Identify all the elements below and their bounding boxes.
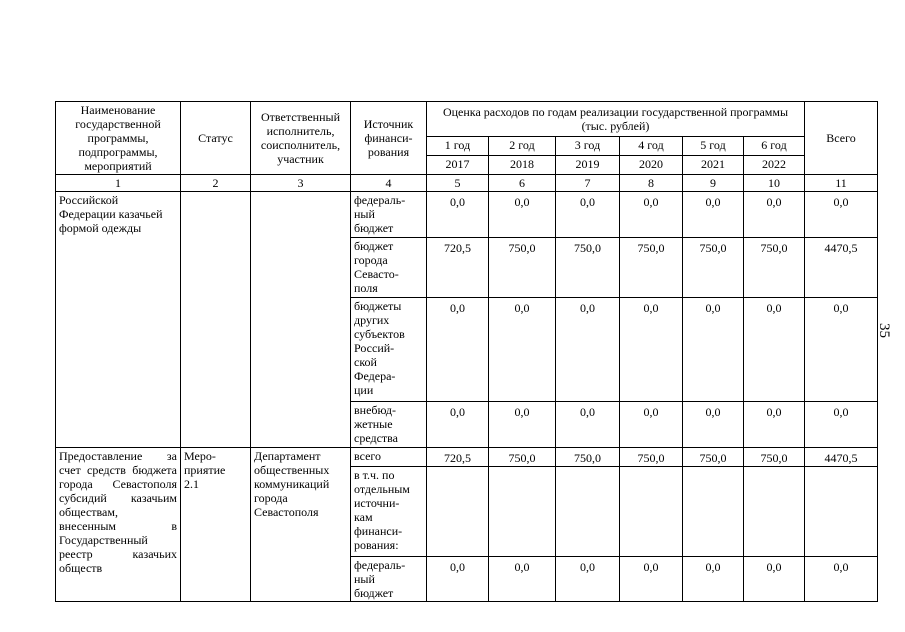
funding-source: внебюд- жетные средства [351, 402, 427, 448]
year-label: 3 год [556, 137, 620, 156]
column-number: 10 [744, 175, 805, 192]
value-cell: 750,0 [683, 238, 744, 298]
year-value: 2019 [556, 156, 620, 175]
header-executor: Ответственный исполнитель, соисполнитель, участник [251, 102, 351, 175]
value-cell: 0,0 [683, 298, 744, 402]
value-cell: 0,0 [683, 192, 744, 238]
year-label: 1 год [427, 137, 489, 156]
value-cell [683, 467, 744, 557]
value-cell: 750,0 [556, 448, 620, 467]
value-cell [489, 467, 556, 557]
header-row-1 [56, 102, 878, 137]
value-cell: 0,0 [489, 192, 556, 238]
value-cell: 0,0 [620, 192, 683, 238]
value-cell [556, 467, 620, 557]
funding-source: в т.ч. по отдельным источни- кам финанси- рования: [351, 467, 427, 557]
header-name: Наименование государственной программы, подпрограммы, мероприятий [56, 102, 181, 175]
year-label: 5 год [683, 137, 744, 156]
total-cell: 4470,5 [805, 238, 878, 298]
table-row [56, 448, 878, 467]
funding-source: бюджет города Севасто- поля [351, 238, 427, 298]
column-number: 4 [351, 175, 427, 192]
value-cell [620, 467, 683, 557]
value-cell: 0,0 [744, 192, 805, 238]
year-value: 2021 [683, 156, 744, 175]
value-cell: 0,0 [556, 192, 620, 238]
value-cell: 750,0 [683, 448, 744, 467]
year-value: 2017 [427, 156, 489, 175]
activity-name: Предоставление за счет средств бюджета города Севастополя субсидий казачьим обществам, внесенным в Государственный реестр казачьих обществ [56, 448, 181, 602]
year-value: 2020 [620, 156, 683, 175]
value-cell: 0,0 [556, 402, 620, 448]
value-cell: 750,0 [620, 238, 683, 298]
value-cell: 0,0 [683, 402, 744, 448]
column-number: 5 [427, 175, 489, 192]
funding-source: бюджеты других субъектов Россий- ской Федера- ции [351, 298, 427, 402]
year-value: 2018 [489, 156, 556, 175]
column-number: 9 [683, 175, 744, 192]
total-cell: 0,0 [805, 298, 878, 402]
status-cell: Меро- приятие 2.1 [181, 448, 251, 602]
header-source: Источник финанси- рования [351, 102, 427, 175]
executor-cell: Департамент общественных коммуникаций города Севастополя [251, 448, 351, 602]
value-cell [427, 467, 489, 557]
funding-source: всего [351, 448, 427, 467]
value-cell [744, 467, 805, 557]
total-cell: 4470,5 [805, 448, 878, 467]
page-number: 35 [876, 323, 892, 338]
budget-table [55, 101, 878, 602]
value-cell: 0,0 [556, 298, 620, 402]
year-label: 4 год [620, 137, 683, 156]
value-cell: 0,0 [556, 557, 620, 602]
total-cell: 0,0 [805, 402, 878, 448]
value-cell: 0,0 [744, 402, 805, 448]
column-number: 11 [805, 175, 878, 192]
value-cell: 0,0 [427, 557, 489, 602]
header-estimate: Оценка расходов по годам реализации государственной программы (тыс. рублей) [427, 102, 805, 137]
executor-cell [251, 192, 351, 448]
total-cell [805, 467, 878, 557]
value-cell: 750,0 [489, 238, 556, 298]
value-cell: 0,0 [744, 298, 805, 402]
value-cell: 750,0 [556, 238, 620, 298]
year-value: 2022 [744, 156, 805, 175]
value-cell: 720,5 [427, 448, 489, 467]
column-number: 7 [556, 175, 620, 192]
column-number: 6 [489, 175, 556, 192]
value-cell: 0,0 [620, 402, 683, 448]
year-label: 6 год [744, 137, 805, 156]
column-number: 2 [181, 175, 251, 192]
total-cell: 0,0 [805, 192, 878, 238]
value-cell: 750,0 [744, 448, 805, 467]
value-cell: 0,0 [744, 557, 805, 602]
value-cell: 0,0 [427, 192, 489, 238]
year-label: 2 год [489, 137, 556, 156]
column-number: 8 [620, 175, 683, 192]
header-total: Всего [805, 102, 878, 175]
activity-name: Российской Федерации казачьей формой одежды [56, 192, 181, 448]
value-cell: 0,0 [489, 298, 556, 402]
column-numbers-row [56, 175, 878, 192]
funding-source: федераль- ный бюджет [351, 192, 427, 238]
column-number: 1 [56, 175, 181, 192]
value-cell: 0,0 [427, 402, 489, 448]
value-cell: 750,0 [744, 238, 805, 298]
value-cell: 0,0 [427, 298, 489, 402]
value-cell: 0,0 [620, 298, 683, 402]
value-cell: 0,0 [620, 557, 683, 602]
value-cell: 750,0 [489, 448, 556, 467]
value-cell: 720,5 [427, 238, 489, 298]
value-cell: 0,0 [489, 402, 556, 448]
funding-source: федераль- ный бюджет [351, 557, 427, 602]
column-number: 3 [251, 175, 351, 192]
header-status: Статус [181, 102, 251, 175]
table-row [56, 192, 878, 238]
value-cell: 0,0 [683, 557, 744, 602]
value-cell: 0,0 [489, 557, 556, 602]
total-cell: 0,0 [805, 557, 878, 602]
status-cell [181, 192, 251, 448]
value-cell: 750,0 [620, 448, 683, 467]
